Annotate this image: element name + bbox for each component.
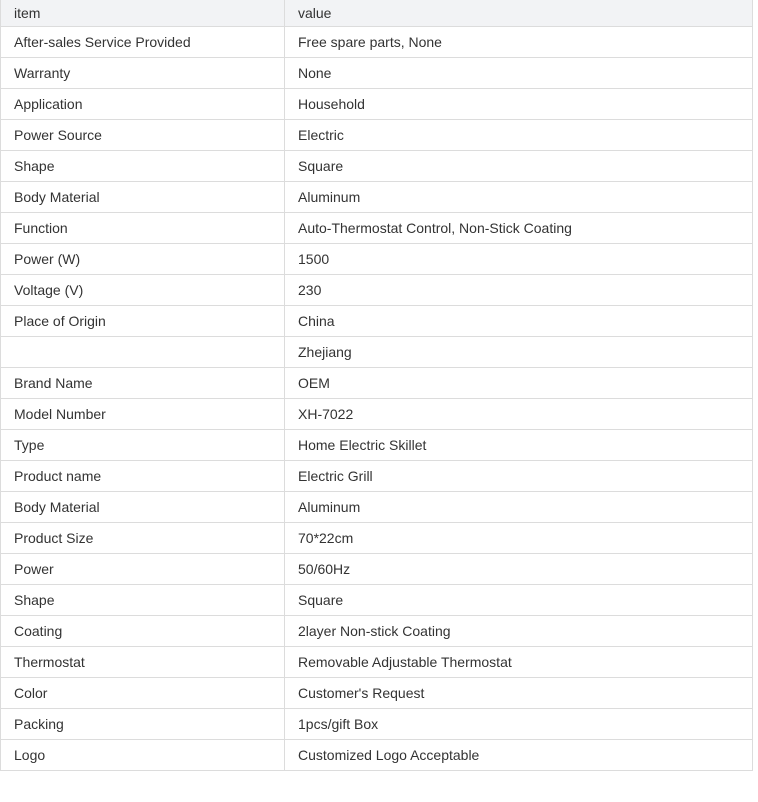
row-label: Shape [1,150,285,181]
table-row [1,429,753,460]
row-value: Removable Adjustable Thermostat [285,646,753,677]
table-row [1,677,753,708]
row-value: Auto-Thermostat Control, Non-Stick Coating [285,212,753,243]
row-value: Aluminum [285,181,753,212]
table-row [1,553,753,584]
row-label: Power (W) [1,243,285,274]
row-label: Function [1,212,285,243]
row-label: Body Material [1,181,285,212]
table-row [1,150,753,181]
row-label: After-sales Service Provided [1,26,285,57]
table-row [1,274,753,305]
row-value: Square [285,584,753,615]
row-value: OEM [285,367,753,398]
row-value: Customer's Request [285,677,753,708]
row-value: Home Electric Skillet [285,429,753,460]
row-value: 1pcs/gift Box [285,708,753,739]
column-header-value: value [285,0,753,26]
row-label: Power [1,553,285,584]
table-row [1,336,753,367]
row-label: Color [1,677,285,708]
row-label: Type [1,429,285,460]
row-value: Household [285,88,753,119]
row-value: XH-7022 [285,398,753,429]
table-row [1,181,753,212]
row-value: None [285,57,753,88]
table-row [1,57,753,88]
row-label: Place of Origin [1,305,285,336]
row-label: Voltage (V) [1,274,285,305]
row-value: Square [285,150,753,181]
table-row [1,584,753,615]
table-row [1,305,753,336]
row-label: Brand Name [1,367,285,398]
row-label: Product name [1,460,285,491]
row-value: 50/60Hz [285,553,753,584]
table-row [1,739,753,770]
row-label: Packing [1,708,285,739]
table-row [1,615,753,646]
row-label: Product Size [1,522,285,553]
row-label: Shape [1,584,285,615]
table-row [1,398,753,429]
row-label: Body Material [1,491,285,522]
row-label: Power Source [1,119,285,150]
table-row [1,522,753,553]
row-value: Zhejiang [285,336,753,367]
row-label: Warranty [1,57,285,88]
row-value: Free spare parts, None [285,26,753,57]
row-value: 230 [285,274,753,305]
row-label: Application [1,88,285,119]
row-value: Electric [285,119,753,150]
table-row [1,367,753,398]
table-row [1,708,753,739]
row-value: Aluminum [285,491,753,522]
row-value: Customized Logo Acceptable [285,739,753,770]
table-row [1,88,753,119]
table-row [1,26,753,57]
row-value: 70*22cm [285,522,753,553]
table-header-row [1,0,753,26]
table-row [1,460,753,491]
row-value: China [285,305,753,336]
row-label: Coating [1,615,285,646]
table-row [1,491,753,522]
row-value: Electric Grill [285,460,753,491]
row-label: Model Number [1,398,285,429]
table-row [1,119,753,150]
table-row [1,646,753,677]
row-label: Logo [1,739,285,770]
table-row [1,212,753,243]
table-row [1,243,753,274]
row-value: 2layer Non-stick Coating [285,615,753,646]
row-label [1,336,285,367]
column-header-item: item [1,0,285,26]
row-value: 1500 [285,243,753,274]
row-label: Thermostat [1,646,285,677]
